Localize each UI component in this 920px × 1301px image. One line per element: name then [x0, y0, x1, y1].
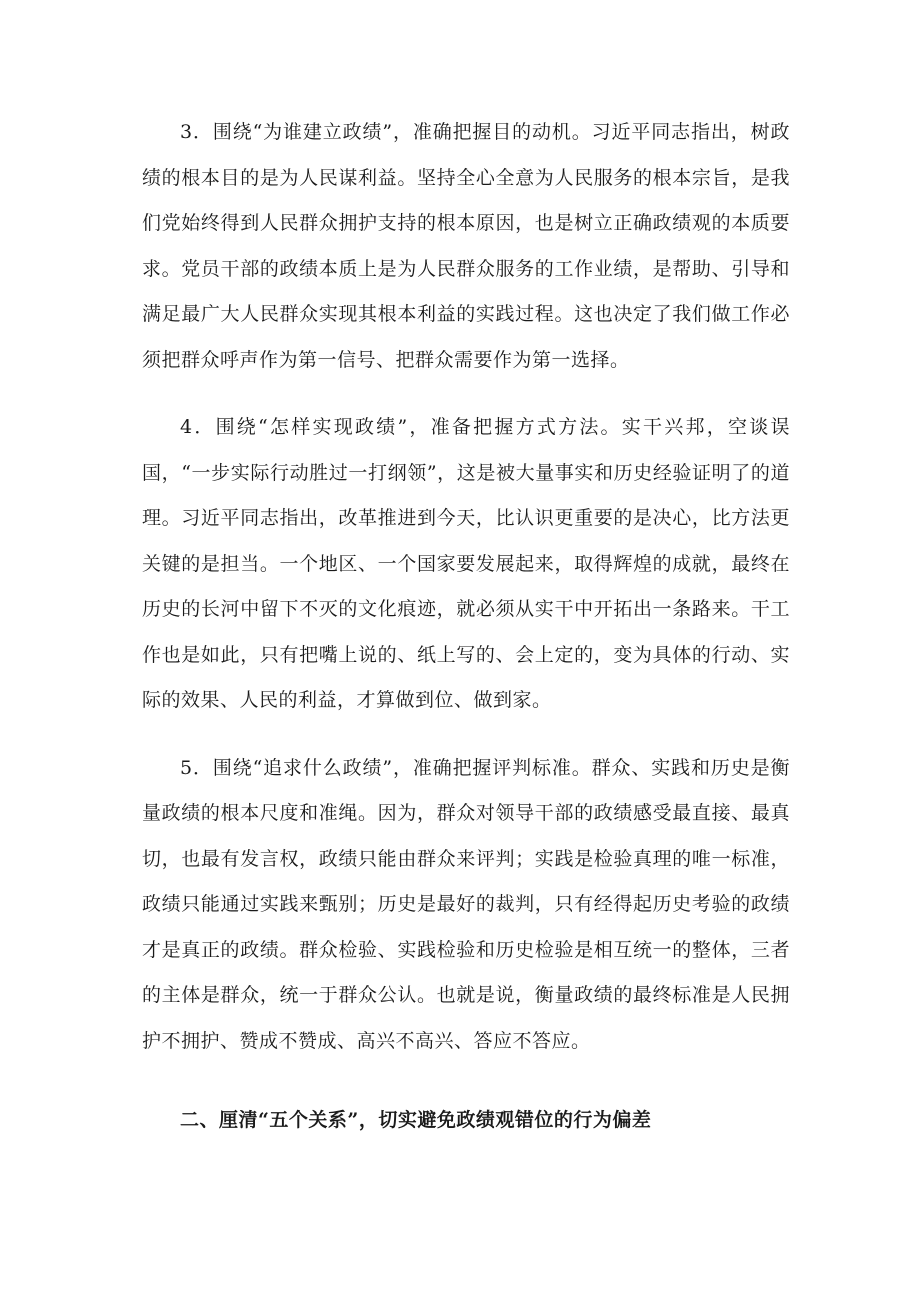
paragraph-3: 3．围绕“为谁建立政绩”，准确把握目的动机。习近平同志指出，树政绩的根本目的是为人民谋利益。坚持全心全意为人民服务的根本宗旨，是我们党始终得到人民群众拥护支持的根本原因，也是树立正确政绩观的本质要求。党员干部的政绩本质上是为人民群众服务的工作业绩，是帮助、引导和满足最广大人民群众实现其根本利益的实践过程。这也决定了我们做工作必须把群众呼声作为第一信号、把群众需要作为第一选择。: [142, 121, 790, 371]
section-heading: 二、厘清“五个关系”，切实避免政绩观错位的行为偏差: [180, 1109, 652, 1131]
paragraph-5: 5．围绕“追求什么政绩”，准确把握评判标准。群众、实践和历史是衡量政绩的根本尺度和准绳。因为，群众对领导干部的政绩感受最直接、最真切，也最有发言权，政绩只能由群众来评判；实践是检验真理的唯一标准，政绩只能通过实践来甄别；历史是最好的裁判，只有经得起历史考验的政绩才是真正的政绩。群众检验、实践检验和历史检验是相互统一的整体，三者的主体是群众，统一于群众公认。也就是说，衡量政绩的最终标准是人民拥护不拥护、赞成不赞成、高兴不高兴、答应不答应。: [142, 756, 790, 1052]
paragraph-4: 4．围绕“怎样实现政绩”，准备把握方式方法。实干兴邦，空谈误国，“一步实际行动胜过一打纲领”，这是被大量事实和历史经验证明了的道理。习近平同志指出，改革推进到今天，比认识更重要的是决心，比方法更关键的是担当。一个地区、一个国家要发展起来，取得辉煌的成就，最终在历史的长河中留下不灭的文化痕迹，就必须从实干中开拓出一条路来。干工作也是如此，只有把嘴上说的、纸上写的、会上定的，变为具体的行动、实际的效果、人民的利益，才算做到位、做到家。: [142, 416, 790, 711]
document-page: [142, 110, 790, 1143]
